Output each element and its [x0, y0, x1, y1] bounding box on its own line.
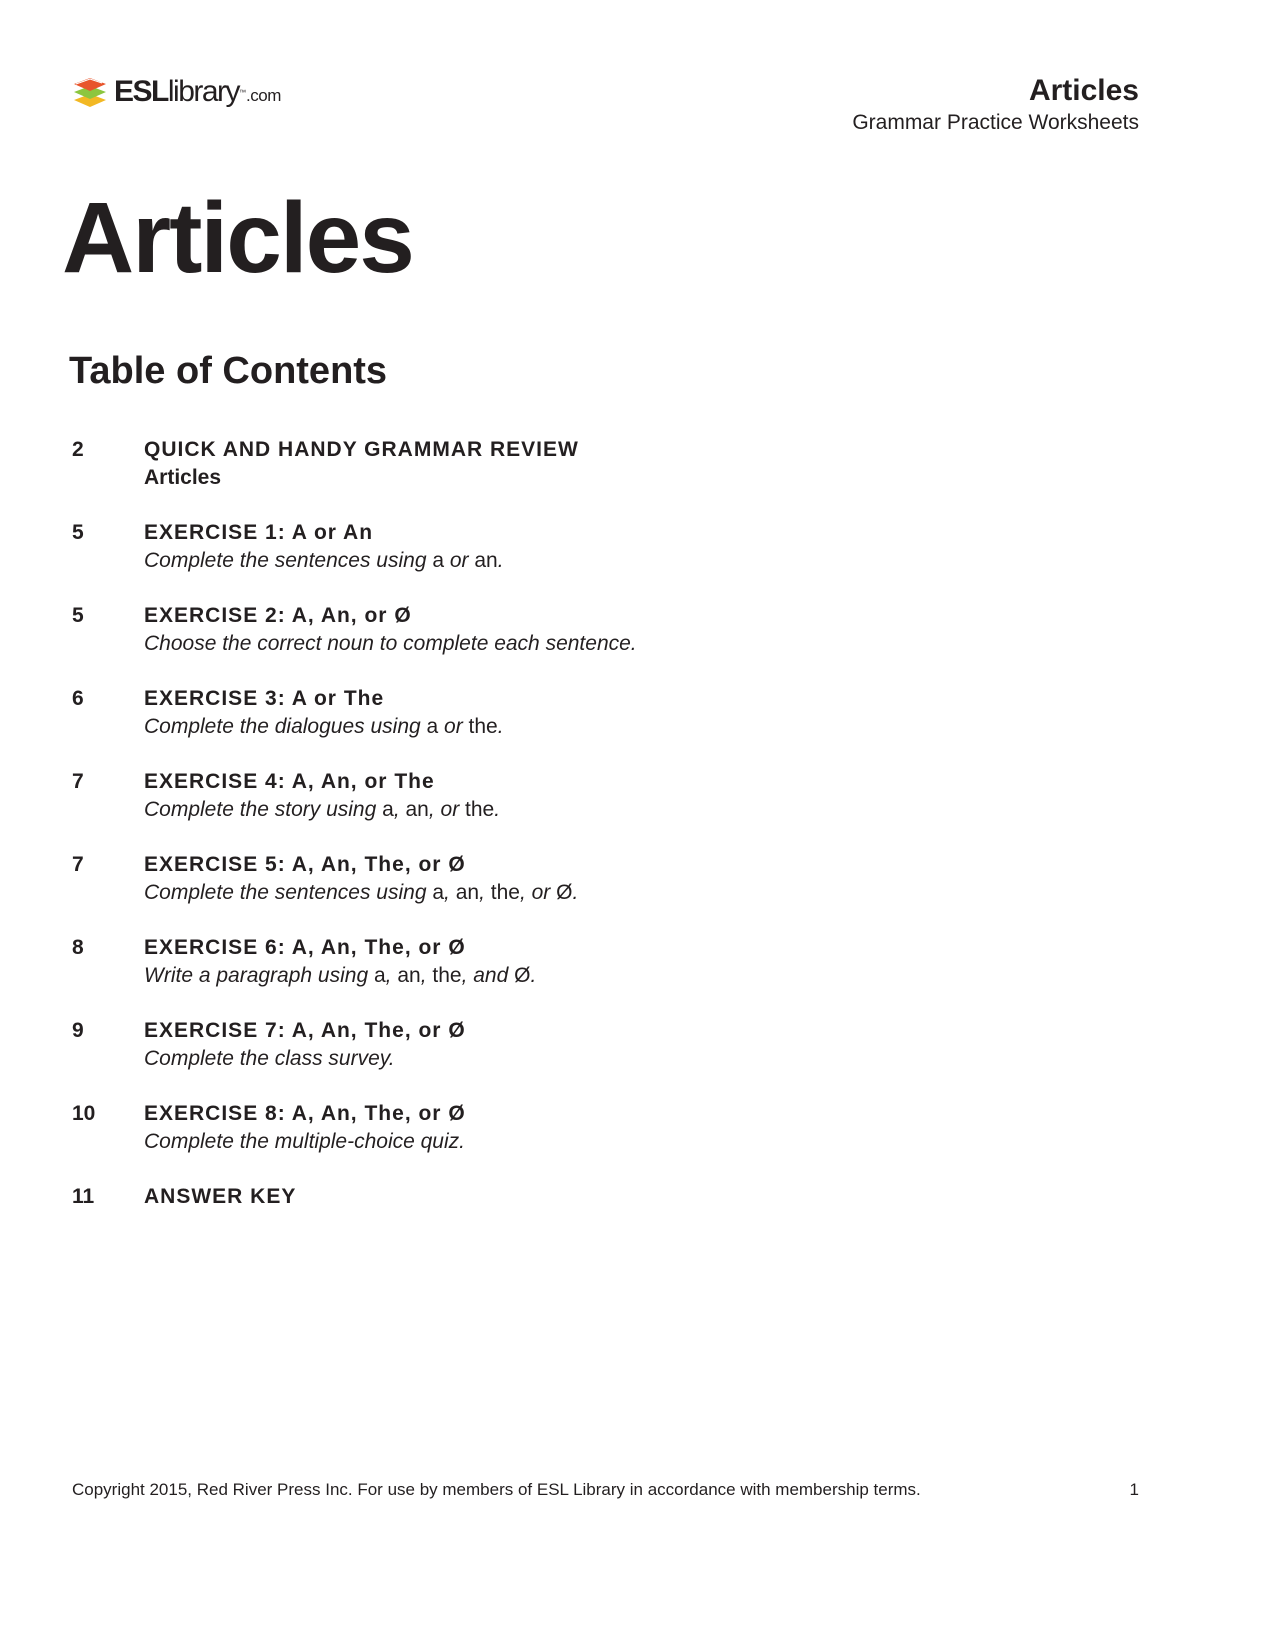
- description-text: .: [572, 881, 579, 904]
- article-term: a: [426, 715, 439, 738]
- toc-page-number: 10: [72, 1102, 96, 1125]
- toc-entry-heading: EXERCISE 5: A, An, The, or Ø: [144, 853, 466, 876]
- description-text: , or: [519, 881, 557, 904]
- description-text: ,: [393, 798, 406, 821]
- description-text: .: [497, 549, 504, 572]
- toc-page-number: 11: [72, 1185, 95, 1208]
- toc-entry-description: [144, 879, 578, 907]
- toc-entry-body: [144, 934, 536, 990]
- esl-library-logo: [72, 72, 281, 112]
- toc-page-number: 6: [72, 687, 84, 710]
- footer: [72, 1480, 1139, 1500]
- toc-title: Table of Contents: [69, 350, 388, 392]
- header-right: [852, 74, 1139, 135]
- toc-entry-description: [144, 1128, 466, 1156]
- toc-entry-body: [144, 851, 578, 907]
- toc-entry-description: [144, 630, 637, 658]
- toc-entry-description: [144, 713, 504, 741]
- toc-entry-heading: EXERCISE 7: A, An, The, or Ø: [144, 1019, 466, 1042]
- article-term: a: [432, 881, 445, 904]
- article-term: a: [432, 549, 445, 572]
- description-text: Write a paragraph using: [144, 964, 374, 987]
- article-term: a: [382, 798, 394, 821]
- toc-entry-body: [144, 1100, 466, 1156]
- toc-entry: [72, 685, 972, 768]
- toc-entry: [72, 602, 972, 685]
- toc-entry-body: [144, 1183, 296, 1211]
- toc-entry-body: [144, 1017, 466, 1073]
- toc-entry-body: [144, 436, 579, 492]
- description-text: Complete the story using: [144, 798, 383, 821]
- description-text: , and: [461, 964, 515, 987]
- article-term: an: [455, 881, 480, 904]
- header-title: Articles: [1028, 74, 1139, 107]
- description-text: or: [444, 549, 475, 572]
- toc-entry: [72, 1017, 972, 1100]
- description-text: .: [494, 798, 501, 821]
- toc-entry: [72, 934, 972, 1017]
- toc-entry-subheading: Articles: [144, 466, 222, 489]
- toc-entry-heading: QUICK AND HANDY GRAMMAR REVIEW: [144, 438, 579, 461]
- description-text: Complete the dialogues using: [144, 715, 427, 738]
- toc-page-number: 9: [72, 1019, 84, 1042]
- toc-entry-heading: EXERCISE 4: A, An, or The: [144, 770, 435, 793]
- copyright-text: Copyright 2015, Red River Press Inc. For use by members of ESL Library in accordance with membership terms.: [72, 1480, 921, 1499]
- toc-entry-heading: EXERCISE 3: A or The: [144, 687, 385, 710]
- page-title: Articles: [62, 182, 413, 294]
- logo-wordmark: ESLlibrary™.com: [114, 75, 281, 108]
- article-term: the: [490, 881, 520, 904]
- toc-entry-body: [144, 768, 500, 824]
- toc-entry-description: [144, 1045, 466, 1073]
- toc-page-number: 5: [72, 521, 84, 544]
- description-text: .: [530, 964, 537, 987]
- description-text: , or: [428, 798, 466, 821]
- description-text: Complete the sentences using: [144, 881, 433, 904]
- toc-entry-heading: ANSWER KEY: [144, 1185, 297, 1208]
- article-term: an: [397, 964, 421, 987]
- toc-page-number: 5: [72, 604, 84, 627]
- toc-entry-description: [144, 547, 504, 575]
- article-term: an: [405, 798, 429, 821]
- article-term: the: [468, 715, 498, 738]
- article-term: Ø: [556, 881, 573, 904]
- toc-entry-heading: EXERCISE 2: A, An, or Ø: [144, 604, 412, 627]
- toc-entry: [72, 1183, 972, 1266]
- description-text: Complete the multiple-choice quiz.: [144, 1130, 465, 1153]
- description-text: or: [438, 715, 469, 738]
- toc-entry-body: [144, 602, 637, 658]
- article-term: the: [432, 964, 462, 987]
- toc-entry: [72, 436, 972, 519]
- book-stack-icon: [72, 74, 108, 110]
- article-term: Ø: [514, 964, 531, 987]
- description-text: Complete the sentences using: [144, 549, 433, 572]
- description-text: ,: [479, 881, 491, 904]
- description-text: .: [497, 715, 504, 738]
- page-number: 1: [1129, 1480, 1139, 1499]
- toc-entry-heading: EXERCISE 8: A, An, The, or Ø: [144, 1102, 466, 1125]
- description-text: ,: [420, 964, 433, 987]
- toc-entry-heading: EXERCISE 6: A, An, The, or Ø: [144, 936, 466, 959]
- toc-entry: [72, 519, 972, 602]
- toc-entry-body: [144, 685, 504, 741]
- description-text: Choose the correct noun to complete each sentence.: [144, 632, 637, 655]
- toc-entry-description: [144, 962, 536, 990]
- toc-page-number: 7: [72, 770, 84, 793]
- toc-entry-heading: EXERCISE 1: A or An: [144, 521, 374, 544]
- toc-entry-description: [144, 796, 500, 824]
- toc-entry: [72, 768, 972, 851]
- toc-page-number: 8: [72, 936, 84, 959]
- article-term: a: [373, 964, 386, 987]
- toc-entry: [72, 1100, 972, 1183]
- article-term: an: [474, 549, 498, 572]
- description-text: ,: [385, 964, 398, 987]
- description-text: ,: [444, 881, 456, 904]
- toc-page-number: 2: [72, 438, 84, 461]
- toc-entry-body: [144, 519, 504, 575]
- description-text: Complete the class survey.: [144, 1047, 395, 1070]
- table-of-contents: [72, 436, 972, 1266]
- article-term: the: [465, 798, 495, 821]
- toc-entry: [72, 851, 972, 934]
- toc-page-number: 7: [72, 853, 84, 876]
- header-subtitle: Grammar Practice Worksheets: [852, 111, 1139, 134]
